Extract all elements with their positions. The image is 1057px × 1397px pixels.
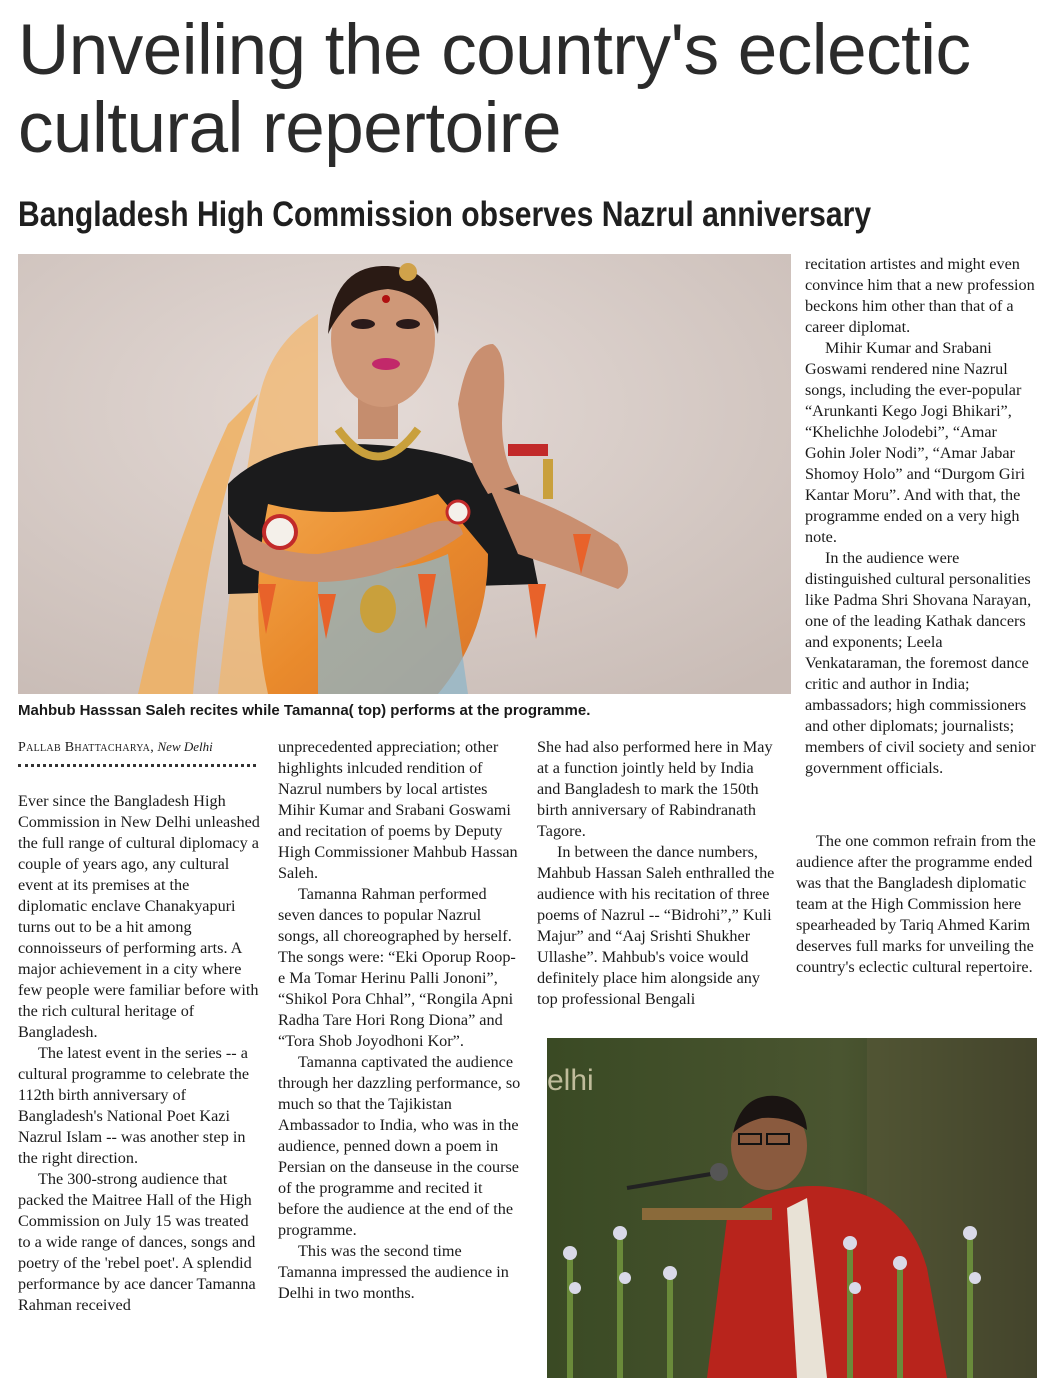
paragraph: In between the dance numbers, Mahbub Hassan Saleh enthralled the audience with his recitation of three poems of Nazrul -- “Bidrohi”,” Kuli Majur” and “Aaj Srishti Shukher Ullashe”. Mahbub's voice would definitely place him alongside any top professional Bengali bbox=[537, 843, 775, 1008]
paragraph: This was the second time Tamanna impressed the audience in Delhi in two months. bbox=[278, 1242, 509, 1302]
paragraph: In the audience were distinguished cultural personalities like Padma Shri Shovana Narayan, one of the leading Kathak dancers and exponents; Leela Venkataraman, the foremost dance critic and author in India; ambassadors; high commissioners and other diplomats; journalists; members of civil society and senior government officials. bbox=[805, 549, 1036, 777]
dancer-photo bbox=[18, 254, 791, 694]
article-column-4 bbox=[805, 254, 1037, 779]
photo-caption: Mahbub Hasssan Saleh recites while Tamanna( top) performs at the programme. bbox=[18, 702, 591, 719]
article-column-1 bbox=[18, 791, 260, 1316]
paragraph: The 300-strong audience that packed the Maitree Hall of the High Commission on July 15 was treated to a wide range of dances, songs and poetry of the 'rebel poet'. A splendid performance by ace dancer Tamanna Rahman received bbox=[18, 1170, 256, 1314]
article-column-5 bbox=[796, 831, 1044, 978]
byline-location: New Delhi bbox=[157, 739, 213, 754]
paragraph: unprecedented appreciation; other highlights inlcuded rendition of Nazrul numbers by local artistes Mihir Kumar and Srabani Goswami and recitation of poems by Deputy High Commissioner Mahbub Hassan Saleh. bbox=[278, 738, 518, 882]
paragraph: The one common refrain from the audience after the programme ended was that the Bangladesh diplomatic team at the High Commission here spearheaded by Tariq Ahmed Karim deserves full marks for unveiling the country's eclectic cultural repertoire. bbox=[796, 832, 1036, 976]
backdrop-text: elhi bbox=[547, 1064, 594, 1097]
paragraph: She had also performed here in May at a function jointly held by India and Bangladesh to mark the 150th birth anniversary of Rabindranath Tagore. bbox=[537, 738, 773, 840]
article-column-3 bbox=[537, 737, 781, 1010]
paragraph: Ever since the Bangladesh High Commission in New Delhi unleashed the full range of cultural diplomacy a couple of years ago, any cultural event at its premises at the diplomatic enclave Chanakyapuri turns out to be a hit among connoisseurs of performing arts. A major achievement in a city where few people were familiar before with the rich cultural heritage of Bangladesh. bbox=[18, 792, 260, 1041]
byline bbox=[18, 737, 258, 758]
headline: Unveiling the country's eclectic cultural repertoire bbox=[18, 11, 971, 168]
paragraph: The latest event in the series -- a cultural programme to celebrate the 112th birth anniversary of Bangladesh's National Poet Kazi Nazrul Islam -- was another step in the right direction. bbox=[18, 1044, 250, 1167]
byline-divider bbox=[18, 764, 256, 767]
byline-author: Pallab Bhattacharya, bbox=[18, 740, 154, 755]
paragraph: recitation artistes and might even convince him that a new profession beckons him other than that of a career diplomat. bbox=[805, 255, 1035, 336]
article-column-2 bbox=[278, 737, 522, 1304]
paragraph: Tamanna Rahman performed seven dances to popular Nazrul songs, all choreographed by herself. The songs were: “Eki Oporup Roop-e Ma Tomar Herinu Palli Jononi”, “Shikol Pora Chhal”, “Rongila Apni Radha Tare Hori Rong Diona” and “Tora Shob Joyodhoni Kor”. bbox=[278, 885, 516, 1050]
paragraph: Mihir Kumar and Srabani Goswami rendered nine Nazrul songs, including the ever-popular “Arunkanti Kego Jogi Bhikari”, “Khelichhe Jolodebi”, “Amar Gohin Joler Nodi”, “Amar Jabar Shomoy Holo” and “Durgom Giri Kantar Moru”. And with that, the programme ended on a very high note. bbox=[805, 339, 1026, 546]
paragraph: Tamanna captivated the audience through her dazzling performance, so much so that the Tajikistan Ambassador to India, who was in the audience, penned down a poem in Persian on the danseuse in the course of the programme and recited it before the audience at the end of the programme. bbox=[278, 1053, 521, 1239]
reciter-photo bbox=[547, 1038, 1037, 1378]
subheadline: Bangladesh High Commission observes Nazrul anniversary bbox=[18, 195, 872, 234]
